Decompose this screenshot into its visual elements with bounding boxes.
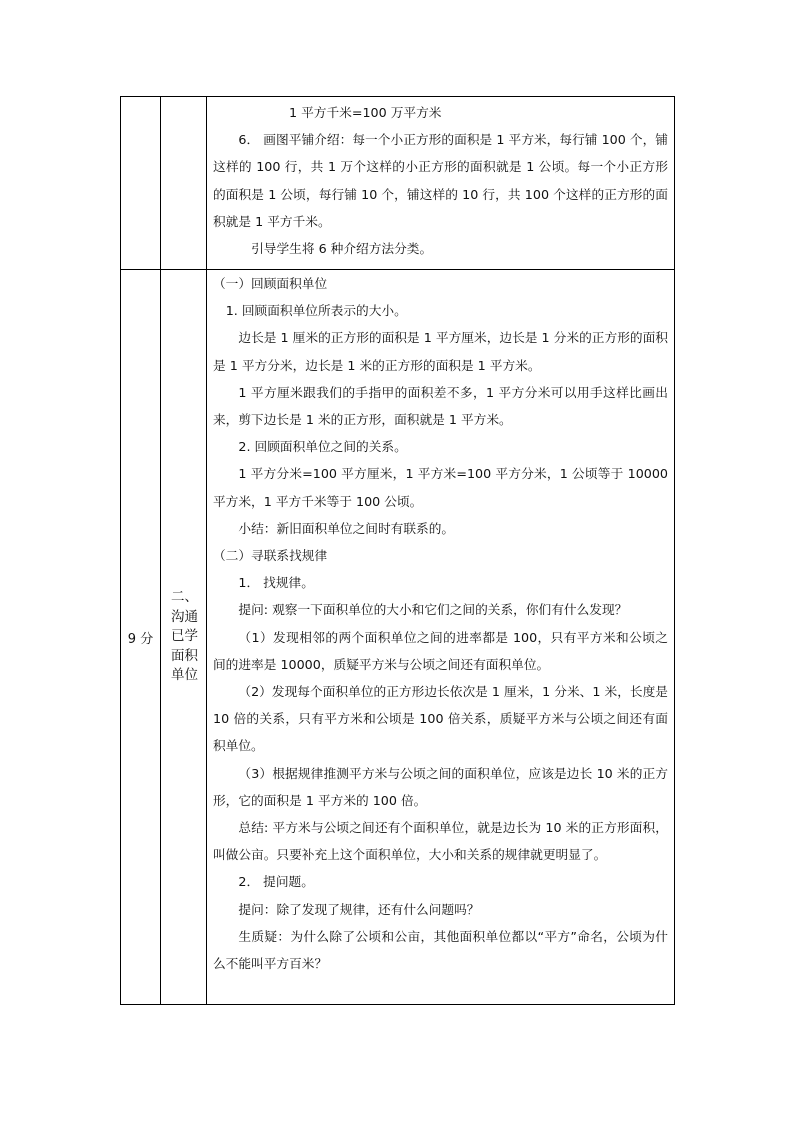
content-line: 2． 提问题。 [238,874,314,890]
content-line: 1. 回顾面积单位所表示的大小。 [225,303,407,319]
content-line: 提问：除了发现了规律，还有什么问题吗？ [238,901,480,917]
content-line: （二）寻联系找规律 [213,548,328,564]
content-line: （2）发现每个面积单位的正方形边长依次是 1 厘米，1 分米、1 米，长度是 10 倍的关系，只有平方米和公顷是 100 倍关系，质疑平方米与公顷之间还有面积单位。 [213,684,668,754]
time-cell [121,97,161,270]
time-cell: 9 分 [121,270,161,1005]
content-line: 1 平方千米=100 万平方米 [289,105,442,120]
content-line: （1）发现相邻的两个面积单位之间的进率都是 100，只有平方米和公顷之间的进率是 10000，质疑平方米与公顷之间还有面积单位。 [213,629,668,672]
content-line: 引导学生将 6 种介绍方法分类。 [251,241,433,257]
stage-title: 二、沟通已学面积单位 [171,589,198,684]
stage-cell [161,270,207,1005]
content-line: （一）回顾面积单位 [213,276,328,291]
content-line: 1 平方厘米跟我们的手指甲的面积差不多，1 平方分米可以用手这样比画出来，剪下边长是 1 米的正方形，面积就是 1 平方米。 [213,384,668,428]
content-line: 生质疑：为什么除了公顷和公亩，其他面积单位都以“平方”命名，公顷为什么不能叫平方百米？ [213,928,668,972]
content-line: 总结: 平方米与公顷之间还有个面积单位，就是边长为 10 米的正方形面积，叫做公亩。只要补充上这个面积单位，大小和关系的规律就更明显了。 [213,820,668,863]
content-line: 提问: 观察一下面积单位的大小和它们之间的关系，你们有什么发现？ [238,602,628,618]
content-line: 6． 画图平铺介绍：每一个小正方形的面积是 1 平方米，每行铺 100 个，铺这样的 100 行，共 1 万个这样的小正方形的面积就是 1 公顷。每一个小正方形的面积是 1 公顷，每行铺 10 个，铺这样的 10 行，共 100 个这样的正方形的面积就是 1 平方千米。 [213,132,668,229]
content-line: 小结：新旧面积单位之间时有联系的。 [238,520,455,536]
content-cell [207,270,675,1005]
content-cell [207,97,675,270]
content-line: 1． 找规律。 [238,575,314,591]
content-line: （3）根据规律推测平方米与公顷之间的面积单位，应该是边长 10 米的正方形，它的面积是 1 平方米的 100 倍。 [213,765,668,808]
content-line: 1 平方分米=100 平方厘米，1 平方米=100 平方分米，1 公顷等于 10000 平方米，1 平方千米等于 100 公顷。 [213,466,668,509]
content-line: 边长是 1 厘米的正方形的面积是 1 平方厘米，边长是 1 分米的正方形的面积是 1 平方分米，边长是 1 米的正方形的面积是 1 平方米。 [213,330,668,373]
table-row [121,270,675,1005]
lesson-plan-table [120,96,675,1005]
table-row [121,97,675,270]
stage-cell [161,97,207,270]
content-line: 2. 回顾面积单位之间的关系。 [238,439,407,455]
